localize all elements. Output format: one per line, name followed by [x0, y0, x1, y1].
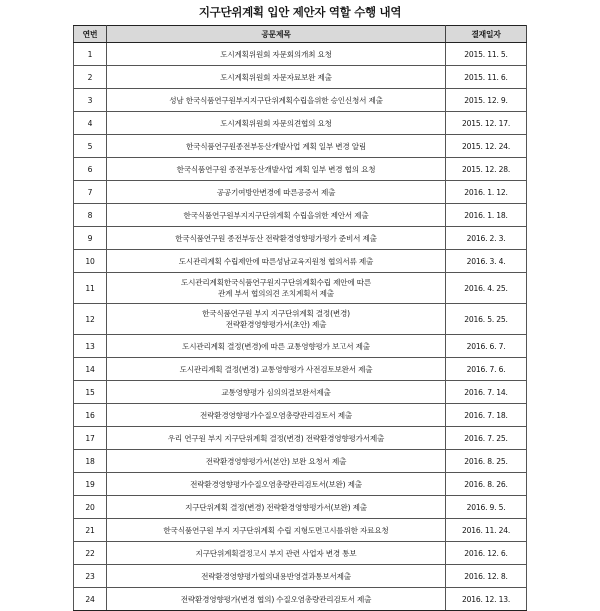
cell-date: 2015. 11. 6. [446, 66, 527, 89]
cell-no: 18 [74, 450, 107, 473]
cell-no: 14 [74, 358, 107, 381]
cell-date: 2016. 12. 8. [446, 565, 527, 588]
table-row [74, 158, 527, 181]
cell-title: 한국식품연구원 종전부동산 전략환경영향평가평가 준비서 제출 [107, 227, 446, 250]
cell-title: 도시계획위원회 자문회의개최 요청 [107, 43, 446, 66]
cell-no: 21 [74, 519, 107, 542]
cell-no: 3 [74, 89, 107, 112]
cell-no: 4 [74, 112, 107, 135]
cell-date: 2016. 1. 12. [446, 181, 527, 204]
cell-date: 2015. 11. 5. [446, 43, 527, 66]
cell-date: 2015. 12. 17. [446, 112, 527, 135]
table-row [74, 304, 527, 335]
cell-date: 2016. 5. 25. [446, 304, 527, 335]
cell-no: 8 [74, 204, 107, 227]
cell-date: 2016. 4. 25. [446, 273, 527, 304]
cell-title-line-1: 도시관리계획한국식품연구원지구단위계획수립 제안에 따른 [181, 278, 371, 287]
cell-title [107, 273, 446, 304]
cell-date: 2015. 12. 28. [446, 158, 527, 181]
cell-date: 2016. 7. 6. [446, 358, 527, 381]
cell-no: 9 [74, 227, 107, 250]
table-row [74, 473, 527, 496]
cell-no: 11 [74, 273, 107, 304]
cell-date: 2016. 8. 25. [446, 450, 527, 473]
cell-title: 한국식품연구원 종전부동산개발사업 계획 일부 변경 협의 요청 [107, 158, 446, 181]
cell-date: 2016. 6. 7. [446, 335, 527, 358]
cell-no: 7 [74, 181, 107, 204]
cell-date: 2016. 12. 13. [446, 588, 527, 611]
cell-title: 도시계획위원회 자문의견협의 요청 [107, 112, 446, 135]
cell-no: 12 [74, 304, 107, 335]
table-row [74, 358, 527, 381]
record-table [73, 25, 527, 611]
table-row [74, 204, 527, 227]
cell-date: 2016. 2. 3. [446, 227, 527, 250]
table-row [74, 450, 527, 473]
table-row [74, 588, 527, 611]
cell-no: 10 [74, 250, 107, 273]
cell-no: 22 [74, 542, 107, 565]
table-row [74, 427, 527, 450]
cell-title: 한국식품연구원종전부동산개발사업 계획 일부 변경 알림 [107, 135, 446, 158]
cell-title: 성남 한국식품연구원부지지구단위계획수립을위한 승인신청서 제출 [107, 89, 446, 112]
table-header [74, 26, 527, 43]
table-row [74, 250, 527, 273]
cell-title: 도시관리계획 결정(변경)에 따른 교통영향평가 보고서 제출 [107, 335, 446, 358]
cell-no: 15 [74, 381, 107, 404]
cell-no: 24 [74, 588, 107, 611]
table-row [74, 542, 527, 565]
table-row [74, 66, 527, 89]
cell-date: 2016. 3. 4. [446, 250, 527, 273]
cell-no: 20 [74, 496, 107, 519]
cell-title: 도시관리계획 결정(변경) 교통영향평가 사전검토보완서 제출 [107, 358, 446, 381]
cell-no: 17 [74, 427, 107, 450]
cell-no: 16 [74, 404, 107, 427]
cell-date: 2015. 12. 24. [446, 135, 527, 158]
table-row [74, 43, 527, 66]
cell-no: 5 [74, 135, 107, 158]
cell-no: 23 [74, 565, 107, 588]
cell-title-line-1: 한국식품연구원 부지 지구단위계획 결정(변경) [202, 309, 350, 318]
cell-title: 지구단위계획 결정(변경) 전략환경영향평가서(보완) 제출 [107, 496, 446, 519]
table-row [74, 404, 527, 427]
column-header-title: 공문제목 [107, 26, 446, 43]
column-header-date: 결재일자 [446, 26, 527, 43]
table-row [74, 89, 527, 112]
table-row [74, 496, 527, 519]
cell-title: 전략환경영향평가수질오염총량관리검토서 제출 [107, 404, 446, 427]
column-header-no: 연번 [74, 26, 107, 43]
cell-title [107, 304, 446, 335]
table-row [74, 112, 527, 135]
cell-date: 2016. 9. 5. [446, 496, 527, 519]
cell-title: 지구단위계획결정고시 부지 관련 사업자 변경 통보 [107, 542, 446, 565]
table-row [74, 565, 527, 588]
cell-title: 한국식품연구원 부지 지구단위계획 수립 지형도면고시를위한 자료요청 [107, 519, 446, 542]
cell-no: 2 [74, 66, 107, 89]
cell-title: 도시계획위원회 자문자료보완 제출 [107, 66, 446, 89]
cell-date: 2016. 7. 14. [446, 381, 527, 404]
table-row [74, 519, 527, 542]
cell-title-line-2: 전략환경영향평가서(초안) 제출 [225, 320, 327, 329]
cell-title: 교통영향평가 심의의결보완서제출 [107, 381, 446, 404]
cell-date: 2015. 12. 9. [446, 89, 527, 112]
table-row [74, 335, 527, 358]
table-row [74, 227, 527, 250]
cell-no: 19 [74, 473, 107, 496]
cell-no: 13 [74, 335, 107, 358]
table-row [74, 135, 527, 158]
cell-title: 전략환경영향평가수질오염총량관리검토서(보완) 제출 [107, 473, 446, 496]
cell-date: 2016. 7. 18. [446, 404, 527, 427]
cell-title: 한국식품연구원부지지구단위계획 수립을위한 제안서 제출 [107, 204, 446, 227]
cell-title: 도시관리계획 수립제안에 따른성남교육지원청 협의서류 제출 [107, 250, 446, 273]
cell-title-line-2: 관계 부서 협의의견 조치계획서 제출 [218, 289, 334, 298]
cell-title: 전략환경영향평가서(본안) 보완 요청서 제출 [107, 450, 446, 473]
table-body [74, 43, 527, 611]
cell-date: 2016. 7. 25. [446, 427, 527, 450]
cell-date: 2016. 8. 26. [446, 473, 527, 496]
header-row [74, 26, 527, 43]
cell-date: 2016. 11. 24. [446, 519, 527, 542]
cell-title: 전략환경영향평가(변경 협의) 수질오염총량관리검토서 제출 [107, 588, 446, 611]
cell-no: 1 [74, 43, 107, 66]
cell-title: 전략환경영향평가협의내용반영결과통보서제출 [107, 565, 446, 588]
table-row [74, 381, 527, 404]
table-row [74, 273, 527, 304]
cell-date: 2016. 12. 6. [446, 542, 527, 565]
cell-title: 우리 연구원 부지 지구단위계획 결정(변경) 전략환경영향평가서제출 [107, 427, 446, 450]
cell-no: 6 [74, 158, 107, 181]
cell-title: 공공기여방안변경에 따른공증서 제출 [107, 181, 446, 204]
table-row [74, 181, 527, 204]
page-title: 지구단위계획 입안 제안자 역할 수행 내역 [198, 5, 402, 19]
cell-date: 2016. 1. 18. [446, 204, 527, 227]
